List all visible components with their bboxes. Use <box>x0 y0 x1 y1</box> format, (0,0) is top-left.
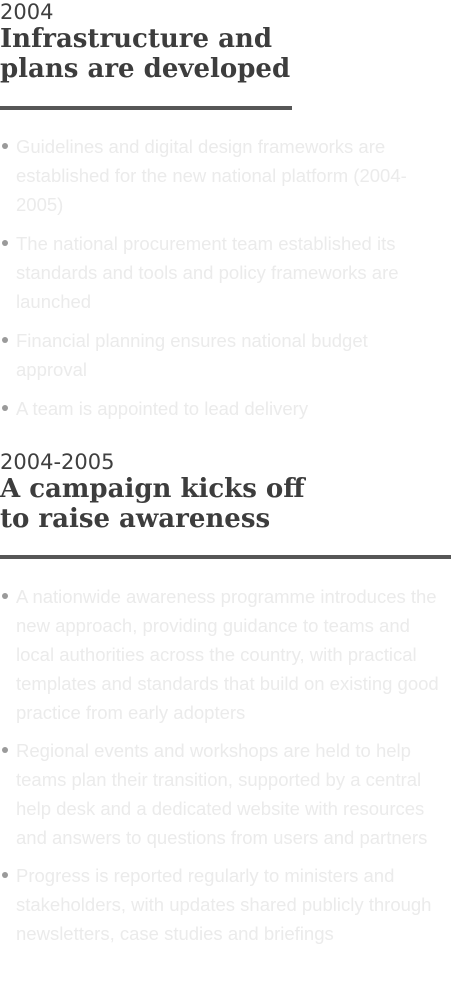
bullet-icon <box>2 872 8 878</box>
section-heading-line-1: Infrastructure and <box>0 24 273 54</box>
bullet-icon <box>2 337 8 343</box>
section-2004 <box>0 0 452 433</box>
section-heading-line-2: to raise awareness <box>0 504 271 534</box>
bullet-icon <box>2 405 8 411</box>
section-heading <box>0 24 452 84</box>
section-year: 2004 <box>0 0 54 24</box>
bullet-icon <box>2 143 8 149</box>
section-year: 2004-2005 <box>0 450 115 474</box>
list-item-text: Financial planning ensures national budget approval <box>16 330 368 380</box>
list-item-text: The national procurement team established its standards and tools and policy frameworks are launched <box>16 233 399 312</box>
list-item <box>0 229 430 316</box>
list-item <box>0 736 450 852</box>
list-item-text: A nationwide awareness programme introduces the new approach, providing guidance to teams and local authorities across the country, with practical templates and standards that build on existing good practice from early adopters <box>16 586 439 723</box>
list-item-text: Guidelines and digital design frameworks are established for the new national platform (2004-2005) <box>16 136 407 215</box>
list-item-text: Regional events and workshops are held to help teams plan their transition, supported by a central help desk and a dedicated website with resources and answers to questions from users and partners <box>16 740 428 848</box>
list-item <box>0 326 430 384</box>
bullet-list <box>0 582 450 948</box>
section-divider <box>0 555 451 559</box>
list-item <box>0 861 450 948</box>
section-heading-line-2: plans are developed <box>0 54 291 84</box>
section-heading <box>0 474 452 534</box>
bullet-icon <box>2 240 8 246</box>
section-divider <box>0 106 292 110</box>
section-2004-2005 <box>0 450 452 957</box>
list-item <box>0 132 430 219</box>
bullet-list <box>0 132 430 423</box>
list-item-text: A team is appointed to lead delivery <box>16 398 309 419</box>
section-heading-line-1: A campaign kicks off <box>0 474 305 504</box>
list-item <box>0 394 430 423</box>
bullet-icon <box>2 747 8 753</box>
list-item <box>0 582 450 727</box>
list-item-text: Progress is reported regularly to ministers and stakeholders, with updates shared publicly through newsletters, case studies and briefings <box>16 865 432 944</box>
bullet-icon <box>2 593 8 599</box>
